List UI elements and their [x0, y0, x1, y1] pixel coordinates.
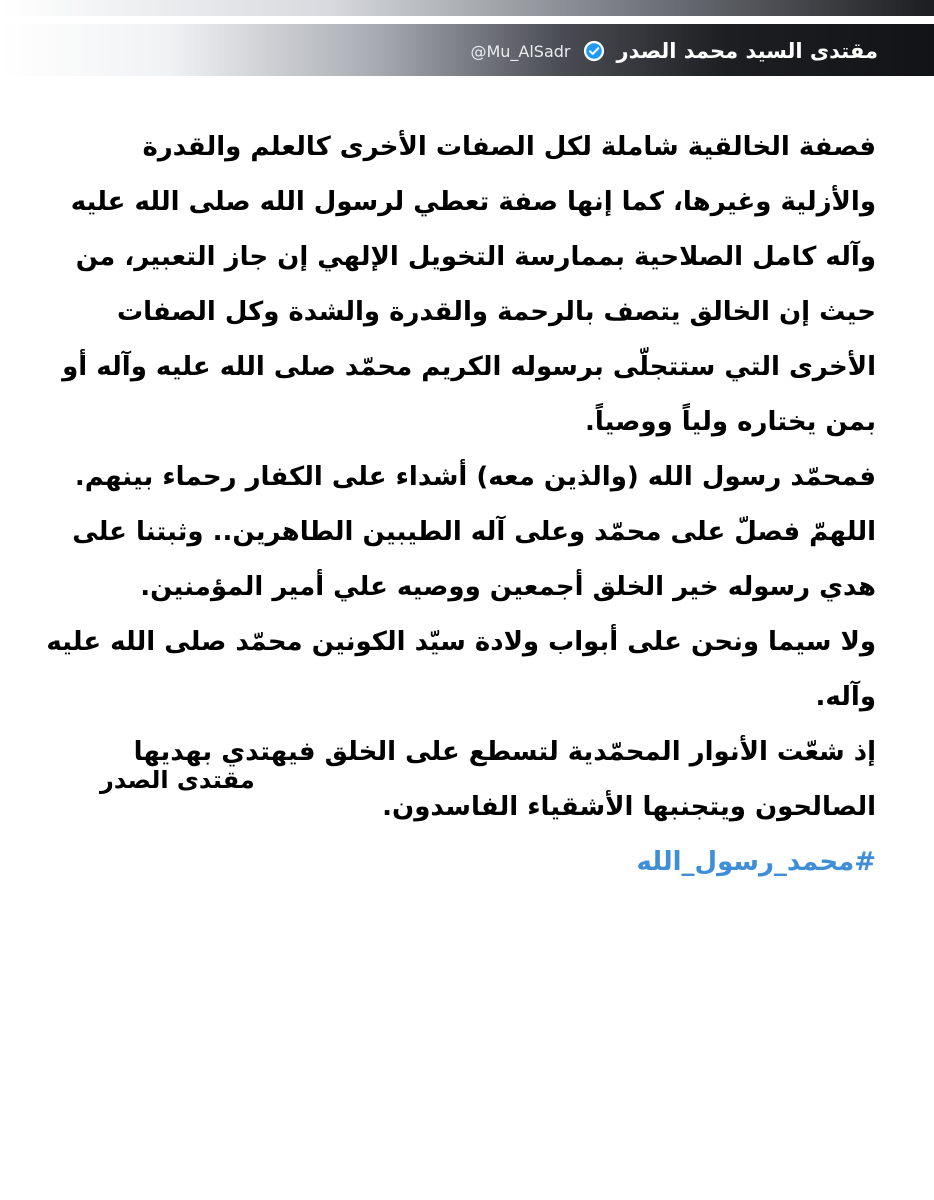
paragraph: فصفة الخالقية شاملة لكل الصفات الأخرى كالعلم والقدرة والأزلية وغيرها، كما إنها صفة تعطي لرسول الله صلى الله عليه وآله كامل الصلاحية بممارسة التخويل الإلهي إن جاز التعبير، من حيث إن الخالق يتصف بالرحمة والقدرة والشدة وكل الصفات الأخرى التي ستتجلّى برسوله الكريم محمّد صلى الله عليه وآله أو بمن يختاره ولياً ووصياً.: [62, 132, 876, 437]
paragraph: فمحمّد رسول الله (والذين معه) أشداء على الكفار رحماء بينهم.: [74, 462, 876, 492]
signature: مقتدى الصدر: [100, 766, 255, 794]
author-header: [470, 36, 878, 66]
paragraph: إذ شعّت الأنوار المحمّدية لتسطع على الخلق فيهتدي بهديها الصالحون ويتجنبها الأشقياء الفاسدون.: [133, 737, 876, 822]
hashtag-link[interactable]: #محمد_رسول_الله: [636, 847, 876, 877]
paragraph: اللهمّ فصلّ على محمّد وعلى آله الطيبين الطاهرين.. وثبتنا على هدي رسوله خير الخلق أجمعين ووصيه علي أمير المؤمنين.: [72, 517, 876, 602]
author-handle[interactable]: @Mu_AlSadr: [470, 41, 571, 61]
author-name[interactable]: مقتدى السيد محمد الصدر: [616, 39, 878, 63]
paragraph: ولا سيما ونحن على أبواب ولادة سيّد الكونين محمّد صلى الله عليه وآله.: [46, 627, 876, 712]
verified-badge-icon: [583, 40, 605, 62]
top-decorative-stripe: [0, 0, 934, 16]
